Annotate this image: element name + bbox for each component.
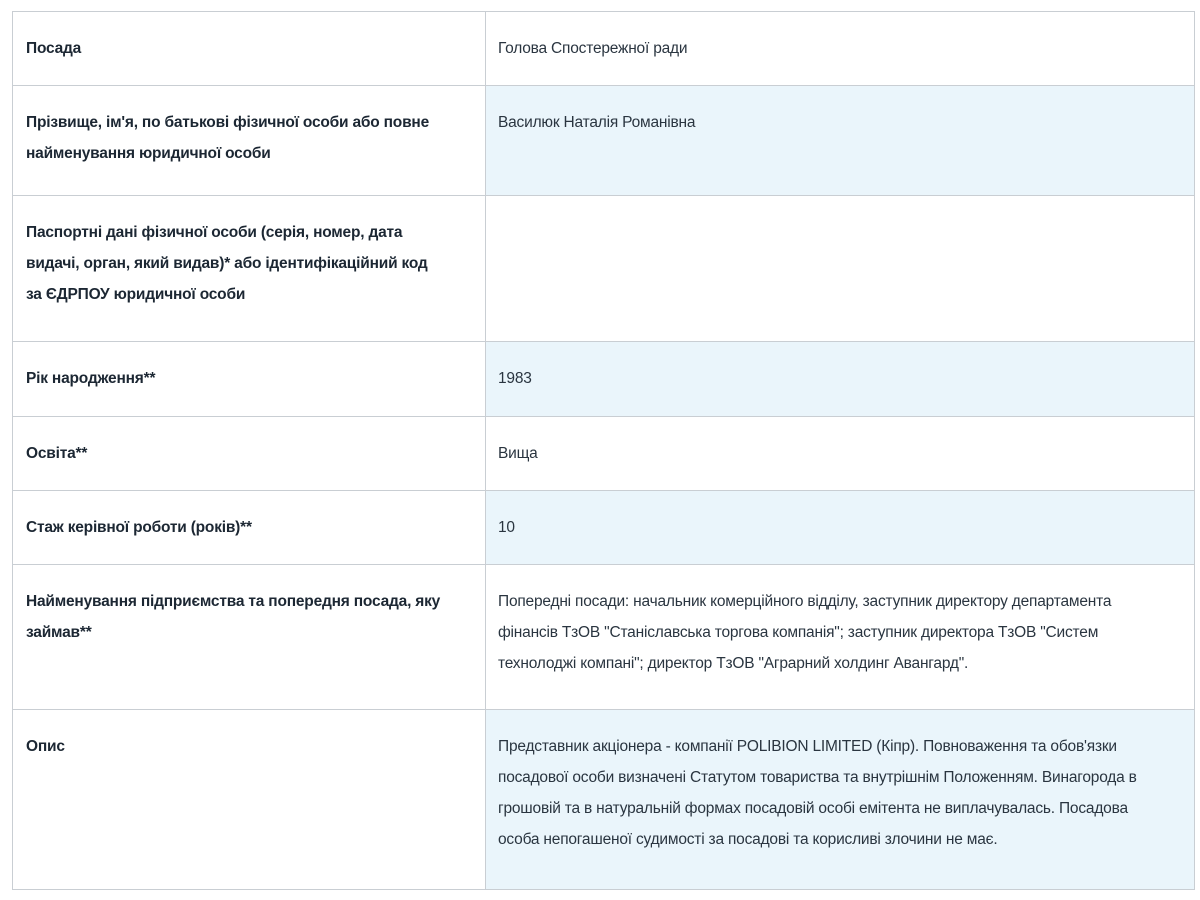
table-row-full-name xyxy=(13,86,1195,196)
row-value: Попередні посади: начальник комерційного відділу, заступник директору департамента фінансів ТзОВ "Станіславська торгова компанія"; заступник директора ТзОВ "Систем технолоджі компані"; директор ТзОВ "Аграрний холдинг Авангард". xyxy=(486,565,1195,710)
row-value: 1983 xyxy=(486,342,1195,417)
row-value xyxy=(486,196,1195,342)
row-value: Представник акціонера - компанії POLIBION LIMITED (Кіпр). Повноваження та обов'язки посадової особи визначені Статутом товариства та внутрішнім Положенням. Винагорода в грошовій та в натуральній формах посадовій особі емітента не виплачувалась. Посадова особа непогашеної судимості за посадові та корисливі злочини не має. xyxy=(486,710,1195,890)
table-row-previous-positions xyxy=(13,565,1195,710)
row-label: Опис xyxy=(13,710,486,890)
row-label: Рік народження** xyxy=(13,342,486,417)
table-row-education xyxy=(13,417,1195,491)
row-label: Прізвище, ім'я, по батькові фізичної особи або повне найменування юридичної особи xyxy=(13,86,486,196)
row-label: Посада xyxy=(13,12,486,86)
official-info-table xyxy=(12,11,1195,890)
row-label: Найменування підприємства та попередня посада, яку займав** xyxy=(13,565,486,710)
row-label: Освіта** xyxy=(13,417,486,491)
row-value: Голова Спостережної ради xyxy=(486,12,1195,86)
row-label: Паспортні дані фізичної особи (серія, номер, дата видачі, орган, який видав)* або ідентифікаційний код за ЄДРПОУ юридичної особи xyxy=(13,196,486,342)
row-value: Василюк Наталія Романівна xyxy=(486,86,1195,196)
table-row-birth-year xyxy=(13,342,1195,417)
row-label: Стаж керівної роботи (років)** xyxy=(13,491,486,565)
table-row-passport-data xyxy=(13,196,1195,342)
row-value: Вища xyxy=(486,417,1195,491)
row-value: 10 xyxy=(486,491,1195,565)
official-info-container xyxy=(12,11,1195,890)
table-row-position xyxy=(13,12,1195,86)
table-row-description xyxy=(13,710,1195,890)
table-row-management-experience xyxy=(13,491,1195,565)
